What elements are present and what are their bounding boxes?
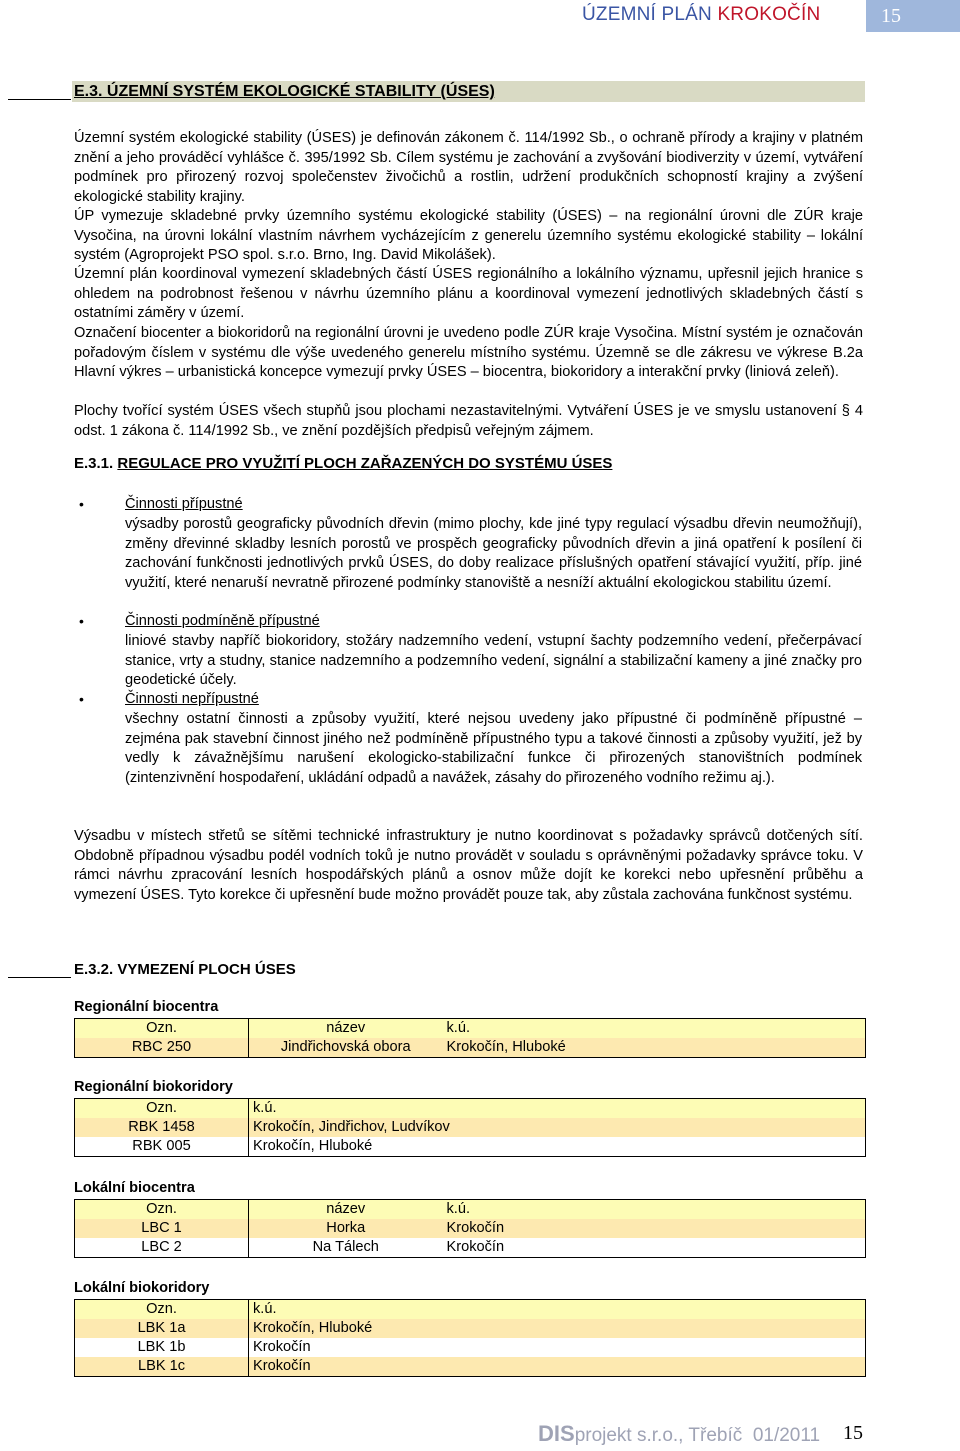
bullet-heading-permitted: Činnosti přípustné: [125, 496, 243, 512]
running-header: [582, 4, 820, 26]
header-page-number: 15: [881, 5, 901, 27]
cell-nazev: Horka: [249, 1219, 443, 1238]
paragraph-designation: Označení biocenter a biokoridorů na regionální úrovni je uvedeno podle ZÚR kraje Vysočina. Místní systém je označován pořadovým číslem v systému dle výše uvedeného generelu místního systému. Územně se dle zákresu ve výkrese B.2a Hlavní výkres – urbanistická koncepce vymezují prvky ÚSES – biocentra, biokoridory a interakční prvky (liniová zeleň).: [74, 325, 863, 380]
table-row: [75, 1338, 866, 1357]
cell-ku: Krokočín: [443, 1219, 866, 1238]
footer-brand: DIS: [538, 1421, 575, 1446]
bullet-dot: •: [79, 613, 84, 629]
col-header-ku: k.ú.: [249, 1099, 866, 1119]
col-header-ozn: Ozn.: [75, 1200, 249, 1220]
table-row: [75, 1118, 866, 1137]
bullet-dot: •: [79, 496, 84, 512]
table-row: [75, 1357, 866, 1377]
footer-company: [538, 1421, 820, 1447]
cell-ku: Krokočín: [443, 1238, 866, 1258]
table-row: [75, 1219, 866, 1238]
table-title-regional-corridors: Regionální biokoridory: [74, 1079, 233, 1095]
col-header-ozn: Ozn.: [75, 1019, 249, 1039]
footer-company-name: projekt s.r.o., Třebíč: [574, 1425, 743, 1446]
table-local-corridors: [74, 1299, 866, 1377]
bullet-text-conditional: liniové stavby napříč biokoridory, stožáry nadzemního vedení, vstupní šachty podzemního vedení, přečerpávací stanice, vrty a studny, stanice nadzemního a podzemního vedení, signální a stabilizační kameny a jiné značky pro geodetické účely.: [125, 633, 862, 688]
table-regional-biocentres: [74, 1018, 866, 1058]
cell-ku: Krokočín, Jindřichov, Ludvíkov: [249, 1118, 866, 1137]
cell-nazev: Jindřichovská obora: [249, 1038, 443, 1058]
cell-ozn: LBK 1a: [75, 1319, 249, 1338]
table-row: [75, 1137, 866, 1157]
cell-ozn: LBC 1: [75, 1219, 249, 1238]
table-header-row: [75, 1019, 866, 1039]
subsection-rule: [8, 977, 71, 978]
subsection-heading: VYMEZENÍ PLOCH ÚSES: [117, 961, 296, 978]
col-header-ku: k.ú.: [249, 1300, 866, 1320]
table-title-local-corridors: Lokální biokoridory: [74, 1280, 210, 1296]
section-title-rule: [8, 99, 71, 100]
cell-ozn: LBC 2: [75, 1238, 249, 1258]
section-title: E.3. ÚZEMNÍ SYSTÉM EKOLOGICKÉ STABILITY (ÚSES): [74, 83, 495, 100]
cell-ozn: RBK 1458: [75, 1118, 249, 1137]
table-header-row: [75, 1099, 866, 1119]
cell-ku: Krokočín, Hluboké: [249, 1137, 866, 1157]
paragraph-planting: Výsadbu v místech střetů se sítěmi technické infrastruktury je nutno koordinovat s požadavky správců dotčených sítí. Obdobně případnou výsadbu podél vodních toků je nutno provádět v souladu s oprávněnými požadavky správce toku. V rámci návrhu zpracování lesních hospodářských plánů a osnov může dojít ke korekci nebo upřesnění průběhu a vymezení ÚSES. Tyto korekce či upřesnění bude možno provádět pouze tak, aby zůstala zachována funkčnost systému.: [74, 828, 863, 903]
cell-ozn: LBK 1b: [75, 1338, 249, 1357]
col-header-nazev: název: [249, 1019, 443, 1039]
subsection-number: E.3.1.: [74, 455, 114, 472]
bullet-dot: •: [79, 691, 84, 707]
bullet-text-permitted: výsadby porostů geograficky původních dřevin (mimo plochy, kde jiné typy regulací výsadbu dřevin neumožňují), změny dřevinné skladby lesních porostů ve prospěch geograficky původních dřevin a jiná opatření k posílení či zachování funkčnosti jednotlivých prvků ÚSES, do doby realizace příslušných opatření stávající využití, příp. jiné využití, které nenaruší nevratně přirozené podmínky stanoviště a nesníží aktuální ekologickou stabilitu území.: [125, 516, 862, 591]
paragraph-coordination: Územní plán koordinoval vymezení skladebných částí ÚSES regionálního a lokálního významu, upřesnil jejich hranice s ohledem na podrobnost řešenou v návrhu územního plánu a koordinoval vymezení jednotlivých skladebných částí s ostatními záměry v území.: [74, 266, 863, 321]
cell-ozn: LBK 1c: [75, 1357, 249, 1377]
bullet-heading-conditional: Činnosti podmíněně přípustné: [125, 613, 320, 629]
subsection-title-regulation: [74, 455, 612, 472]
table-regional-corridors: [74, 1098, 866, 1157]
cell-ozn: RBK 005: [75, 1137, 249, 1157]
cell-ku: Krokočín: [249, 1357, 866, 1377]
col-header-nazev: název: [249, 1200, 443, 1220]
table-row: [75, 1319, 866, 1338]
subsection-number: E.3.2.: [74, 961, 114, 978]
cell-ku: Krokočín, Hluboké: [249, 1319, 866, 1338]
cell-ozn: RBC 250: [75, 1038, 249, 1058]
paragraph-intro: Územní systém ekologické stability (ÚSES) je definován zákonem č. 114/1992 Sb., o ochraně přírody a krajiny v platném znění a jeho prováděcí vyhlášce č. 395/1992 Sb. Cílem systému je zachování a zvyšování biodiverzity v území, vytváření podmínek pro přirozený rozvoj společenstev živočichů a rostlin, udržení produkčních schopností krajiny a zvýšení ekologické stability krajiny.: [74, 130, 863, 205]
table-header-row: [75, 1200, 866, 1220]
footer-date: 01/2011: [752, 1425, 821, 1446]
col-header-ozn: Ozn.: [75, 1300, 249, 1320]
table-title-regional-biocentres: Regionální biocentra: [74, 999, 219, 1015]
table-row: [75, 1238, 866, 1258]
table-title-local-biocentres: Lokální biocentra: [74, 1180, 195, 1196]
paragraph-public-interest: Plochy tvořící systém ÚSES všech stupňů jsou plochami nezastavitelnými. Vytváření ÚSES je ve smyslu ustanovení § 4 odst. 1 zákona č. 114/1992 Sb., ve znění pozdějších předpisů veřejným zájmem.: [74, 403, 863, 439]
header-title-municipality: KROKOČÍN: [717, 4, 821, 25]
table-header-row: [75, 1300, 866, 1320]
cell-ku: Krokočín: [249, 1338, 866, 1357]
paragraph-uses-elements: ÚP vymezuje skladebné prvky územního systému ekologické stability (ÚSES) – na regionální úrovni dle ZÚR kraje Vysočina, na úrovni lokální vlastním návrhem vycházejícím z generelu územního systému ekologické stability – lokální systém (Agroprojekt PSO spol. s.r.o. Brno, Ing. David Mikolášek).: [74, 208, 863, 263]
header-title-plan: ÚZEMNÍ PLÁN: [582, 4, 712, 25]
footer-page-number: 15: [843, 1422, 863, 1444]
subsection-heading: REGULACE PRO VYUŽITÍ PLOCH ZAŘAZENÝCH DO SYSTÉMU ÚSES: [117, 455, 613, 472]
cell-nazev: Na Tálech: [249, 1238, 443, 1258]
table-local-biocentres: [74, 1199, 866, 1258]
table-row: [75, 1038, 866, 1058]
col-header-ku: k.ú.: [443, 1200, 866, 1220]
col-header-ku: k.ú.: [443, 1019, 866, 1039]
subsection-title-areas: [74, 961, 296, 978]
bullet-heading-prohibited: Činnosti nepřípustné: [125, 691, 259, 707]
cell-ku: Krokočín, Hluboké: [443, 1038, 866, 1058]
header-page-box: [866, 0, 960, 32]
col-header-ozn: Ozn.: [75, 1099, 249, 1119]
bullet-text-prohibited: všechny ostatní činnosti a způsoby využití, které nejsou uvedeny jako přípustné či podmíněně přípustné – zejména pak stavební činnost jiného než podmíněně přípustného typu a takové činnosti a způsoby využití, jež by vedly k závažnějšímu narušení ekologicko-stabilizační funkce či přirozených stanovištních podmínek (zintenzivnění hospodaření, ukládání odpadů a navážek, zásahy do přirozeného vodního režimu aj.).: [125, 711, 862, 786]
